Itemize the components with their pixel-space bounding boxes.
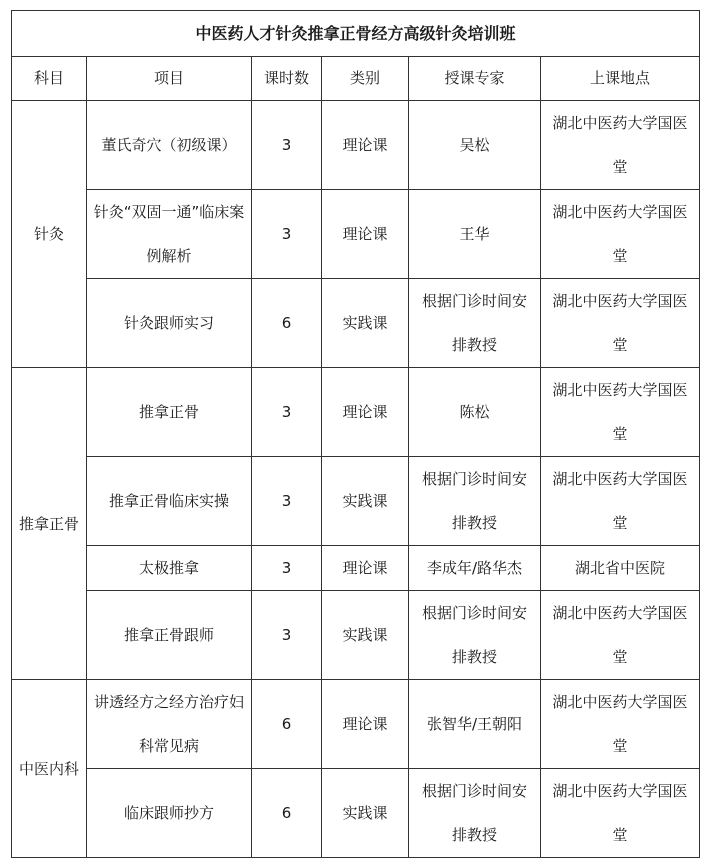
table-row	[12, 457, 700, 546]
hours-cell: 3	[252, 190, 322, 279]
type-cell: 实践课	[322, 591, 409, 680]
expert-cell: 根据门诊时间安排教授	[409, 279, 541, 368]
table-row	[12, 680, 700, 769]
expert-cell: 根据门诊时间安排教授	[409, 457, 541, 546]
hours-cell: 3	[252, 101, 322, 190]
hours-cell: 3	[252, 368, 322, 457]
expert-cell: 陈松	[409, 368, 541, 457]
header-type: 类别	[322, 57, 409, 101]
table-row	[12, 101, 700, 190]
table-row	[12, 546, 700, 591]
header-project: 项目	[87, 57, 252, 101]
expert-cell: 根据门诊时间安排教授	[409, 591, 541, 680]
hours-cell: 3	[252, 457, 322, 546]
course-schedule-table	[11, 10, 700, 858]
header-location: 上课地点	[541, 57, 700, 101]
type-cell: 理论课	[322, 190, 409, 279]
type-cell: 理论课	[322, 101, 409, 190]
location-cell: 湖北省中医院	[541, 546, 700, 591]
hours-cell: 3	[252, 591, 322, 680]
table-title: 中医药人才针灸推拿正骨经方高级针灸培训班	[12, 11, 700, 57]
location-cell: 湖北中医药大学国医堂	[541, 591, 700, 680]
expert-cell: 李成年/路华杰	[409, 546, 541, 591]
project-cell: 推拿正骨跟师	[87, 591, 252, 680]
table-row	[12, 279, 700, 368]
location-cell: 湖北中医药大学国医堂	[541, 769, 700, 858]
project-cell: 讲透经方之经方治疗妇科常见病	[87, 680, 252, 769]
project-cell: 推拿正骨	[87, 368, 252, 457]
expert-cell: 根据门诊时间安排教授	[409, 769, 541, 858]
table-row	[12, 368, 700, 457]
type-cell: 实践课	[322, 769, 409, 858]
subject-cell: 中医内科	[12, 680, 87, 858]
hours-cell: 6	[252, 279, 322, 368]
hours-cell: 3	[252, 546, 322, 591]
expert-cell: 王华	[409, 190, 541, 279]
project-cell: 临床跟师抄方	[87, 769, 252, 858]
hours-cell: 6	[252, 680, 322, 769]
header-expert: 授课专家	[409, 57, 541, 101]
project-cell: 太极推拿	[87, 546, 252, 591]
type-cell: 实践课	[322, 457, 409, 546]
type-cell: 理论课	[322, 680, 409, 769]
table-row	[12, 591, 700, 680]
location-cell: 湖北中医药大学国医堂	[541, 680, 700, 769]
expert-cell: 吴松	[409, 101, 541, 190]
project-cell: 针灸“双固一通”临床案例解析	[87, 190, 252, 279]
project-cell: 针灸跟师实习	[87, 279, 252, 368]
location-cell: 湖北中医药大学国医堂	[541, 190, 700, 279]
type-cell: 实践课	[322, 279, 409, 368]
header-hours: 课时数	[252, 57, 322, 101]
location-cell: 湖北中医药大学国医堂	[541, 457, 700, 546]
header-row	[12, 57, 700, 101]
expert-cell: 张智华/王朝阳	[409, 680, 541, 769]
project-cell: 推拿正骨临床实操	[87, 457, 252, 546]
header-subject: 科目	[12, 57, 87, 101]
location-cell: 湖北中医药大学国医堂	[541, 368, 700, 457]
subject-cell: 针灸	[12, 101, 87, 368]
hours-cell: 6	[252, 769, 322, 858]
schedule-sheet	[11, 10, 700, 858]
project-cell: 董氏奇穴（初级课）	[87, 101, 252, 190]
type-cell: 理论课	[322, 368, 409, 457]
location-cell: 湖北中医药大学国医堂	[541, 279, 700, 368]
subject-cell: 推拿正骨	[12, 368, 87, 680]
type-cell: 理论课	[322, 546, 409, 591]
table-row	[12, 190, 700, 279]
location-cell: 湖北中医药大学国医堂	[541, 101, 700, 190]
table-row	[12, 769, 700, 858]
